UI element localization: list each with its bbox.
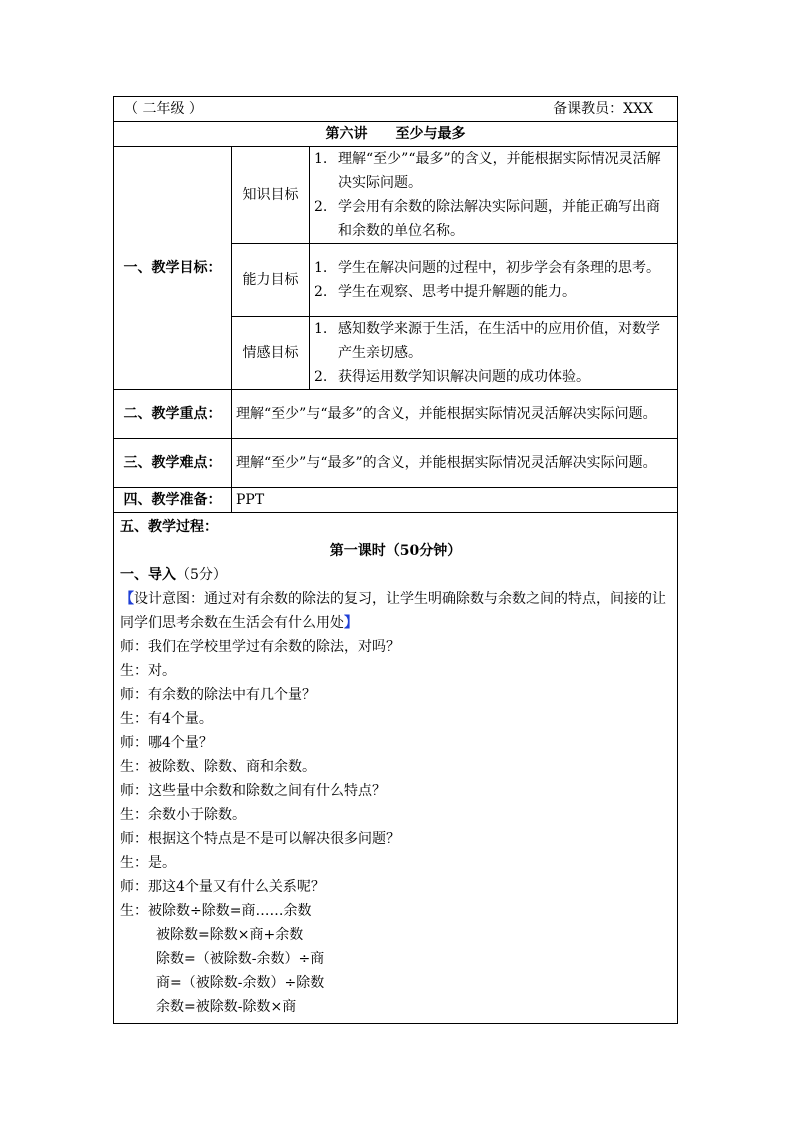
dialogue-line: 师：我们在学校里学过有余数的除法，对吗？ [120,639,400,655]
lecture-number: 第六讲 [325,126,368,142]
knowledge-items [310,147,678,244]
process-cell [114,513,678,1024]
list-item: 2. 获得运用数学知识解决问题的成功体验。 [314,369,590,385]
dialogue-line: 生：被除数÷除数=商……余数 [120,903,312,919]
lesson-plan-table [113,96,678,1024]
emotion-items [310,317,678,390]
preparation-label: 四、教学准备： [114,488,232,513]
formula-line: 商=（被除数-余数）÷除数 [156,975,325,991]
list-item: 1. 学生在解决问题的过程中，初步学会有条理的思考。 [314,260,660,276]
dialogue-line: 生：有4个量。 [120,711,213,727]
header-row [114,97,678,122]
process-label: 五、教学过程： [120,519,218,535]
formula-line: 被除数=除数×商+余数 [156,927,304,943]
design-intent: 【设计意图：通过对有余数的除法的复习，让学生明确除数与余数之间的特点，间接的让同学们思考余数在生活会有什么用处】 [120,591,666,631]
dialogue-line: 师：这些量中余数和除数之间有什么特点？ [120,783,386,799]
dialogue-line: 生：被除数、除数、商和余数。 [120,759,316,775]
lecture-topic: 至少与最多 [395,126,466,142]
objective-knowledge-row [114,147,678,244]
lesson-plan-page [113,96,677,1024]
ability-label: 能力目标 [232,244,310,317]
emotion-label: 情感目标 [232,317,310,390]
dialogue-line: 师：哪4个量？ [120,735,213,751]
difficulty-label: 三、教学难点： [114,439,232,488]
ability-items [310,244,678,317]
preparation-row [114,488,678,513]
title-row [114,122,678,147]
dialogue-line: 生：是。 [120,855,176,871]
key-point-row [114,390,678,439]
preparation-text: PPT [232,488,678,513]
list-item: 2. 学会用有余数的除法解决实际问题，并能正确写出商和余数的单位名称。 [314,199,660,239]
intro-heading: 一、导入（5分） [120,567,227,583]
formula-line: 除数=（被除数-余数）÷商 [156,951,325,967]
objectives-label: 一、教学目标： [114,147,232,390]
list-item: 2. 学生在观察、思考中提升解题的能力。 [314,284,576,300]
dialogue-line: 师：根据这个特点是不是可以解决很多问题？ [120,831,400,847]
list-item: 1. 感知数学来源于生活，在生活中的应用价值，对数学产生亲切感。 [314,321,660,361]
grade-label: （ 二年级 ） [124,101,203,117]
key-point-text: 理解“至少”与“最多”的含义，并能根据实际情况灵活解决实际问题。 [232,390,678,439]
dialogue-line: 生：余数小于除数。 [120,807,246,823]
process-row [114,513,678,1024]
formula-line: 余数=被除数-除数×商 [156,999,297,1015]
difficulty-text: 理解“至少”与“最多”的含义，并能根据实际情况灵活解决实际问题。 [232,439,678,488]
knowledge-label: 知识目标 [232,147,310,244]
difficulty-row [114,439,678,488]
dialogue-line: 师：有余数的除法中有几个量？ [120,687,316,703]
dialogue-line: 生：对。 [120,663,176,679]
list-item: 1. 理解“至少”“最多”的含义，并能根据实际情况灵活解决实际问题。 [314,151,661,191]
lesson-title: 第一课时（50分钟） [329,543,462,559]
teacher-label: 备课教员：XXX [553,101,654,117]
dialogue-line: 师：那这4个量又有什么关系呢？ [120,879,325,895]
key-point-label: 二、教学重点： [114,390,232,439]
